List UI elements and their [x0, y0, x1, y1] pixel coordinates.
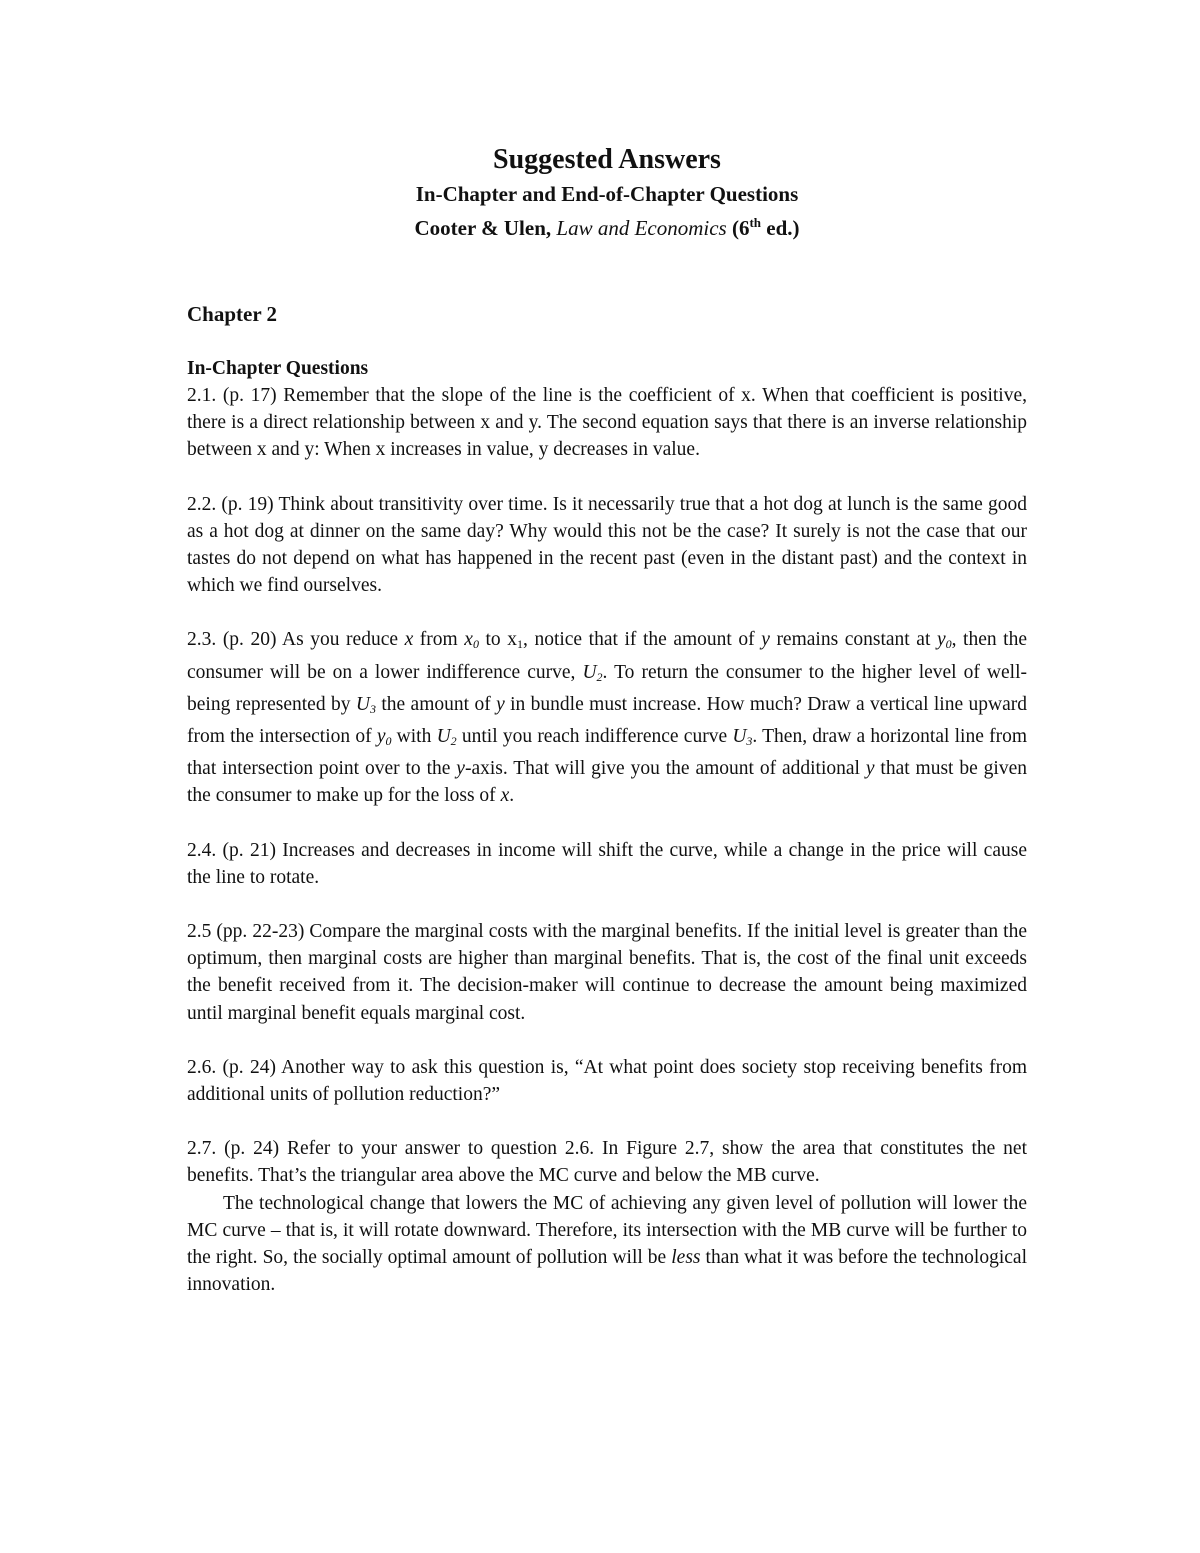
answer-2-7-continued-text: The technological change that lowers the MC of achieving any given level of pollution will lower the MC curve – that is, it will rotate downward. Therefore, its intersection with the MB curve will be further to the right. So, the socially optimal amount of pollution will be [187, 1192, 1027, 1269]
var-y: y [865, 758, 875, 780]
var-u2-sub: 2 [596, 669, 603, 684]
citation-edition-sup: th [749, 215, 762, 230]
answer-2-3-text: . Then, draw a horizontal line from that intersection point over to the [187, 726, 1027, 780]
answer-2-3-text: in bundle must increase. How much? Draw a vertical line upward from the intersection of [187, 693, 1027, 748]
var-u2-sub: 2 [450, 734, 457, 749]
citation-book-title: Law and Economics [556, 216, 727, 240]
citation-edition-close: ed.) [766, 216, 800, 240]
var-y: y [456, 758, 465, 780]
answer-2-5: 2.5 (pp. 22-23) Compare the marginal costs with the marginal benefits. If the initial level is greater than the optimum, then marginal costs are higher than marginal benefits. That is, the cost of the final unit exceeds the benefit received from it. The decision-maker will continue to decrease the amount being maximized until marginal benefit equals marginal cost. [187, 921, 1027, 1024]
answer-2-3-text: . [509, 785, 515, 807]
var-u2: U [582, 661, 597, 683]
answer-2-3-text: remains constant at [769, 629, 937, 651]
emphasis-less: less [671, 1247, 701, 1269]
answer-2-3-text: the amount of [375, 693, 497, 715]
var-y0: y [936, 629, 946, 651]
answer-2-7-continued-text: than what it was before the technological innovation. [187, 1247, 1027, 1296]
var-x: x [404, 629, 414, 651]
citation-authors: Cooter & Ulen, [414, 216, 552, 240]
var-u3: U [732, 726, 747, 748]
page-subtitle: In-Chapter and End-of-Chapter Questions [415, 182, 799, 206]
answer-2-3-text: . To return the consumer to the higher level of well-being represented by [187, 661, 1027, 715]
answer-2-3-text: to x [478, 629, 517, 651]
answer-2-2: 2.2. (p. 19) Think about transitivity over time. Is it necessarily true that a hot dog at lunch is the same good as a hot dog at dinner on the same day? Why would this not be the case? It surely is not the case that our tastes do not depend on what has happened in the recent past (even in the distant past) and the context in which we find ourselves. [187, 493, 1027, 597]
var-u3: U [355, 693, 370, 715]
var-u3-sub: 3 [369, 701, 376, 716]
answer-2-3-text: that must be given the consumer to make up for the loss of [187, 758, 1027, 807]
var-y0-sub: 0 [945, 637, 952, 652]
title-block [187, 140, 1027, 243]
section-heading: In-Chapter Questions [187, 358, 369, 379]
book-citation [187, 208, 1027, 243]
var-y: y [761, 629, 770, 651]
var-y0-sub: 0 [385, 734, 392, 749]
var-x1-sub: 1 [517, 637, 523, 652]
var-y0: y [376, 726, 386, 748]
answer-2-3-text: , notice that if the amount of [523, 629, 762, 651]
answer-2-3-text: with [391, 726, 437, 748]
answer-2-3-text: until you reach indifference curve [456, 726, 733, 748]
var-u3-sub: 3 [746, 734, 753, 749]
chapter-heading: Chapter 2 [187, 302, 278, 326]
answer-2-4: 2.4. (p. 21) Increases and decreases in income will shift the curve, while a change in the price will cause the line to rotate. [187, 839, 1027, 888]
answer-2-7-continued [187, 1190, 1027, 1299]
answer-2-3-text: from [413, 629, 465, 651]
answer-2-3-text: , then the consumer will be on a lower indifference curve, [187, 629, 1028, 683]
var-x: x [500, 785, 510, 807]
document-page [187, 140, 1027, 1325]
var-u2: U [436, 726, 451, 748]
answer-2-3-text: 2.3. (p. 20) As you reduce [187, 629, 405, 651]
answer-2-1: 2.1. (p. 17) Remember that the slope of the line is the coefficient of x. When that coefficient is positive, there is a direct relationship between x and y. The second equation says that there is an inverse relationship between x and y: When x increases in value, y decreases in value. [187, 385, 1027, 461]
page-title: Suggested Answers [493, 144, 721, 175]
answer-2-3 [187, 626, 1027, 809]
answer-2-6: 2.6. (p. 24) Another way to ask this question is, “At what point does society stop receiving benefits from additional units of pollution reduction?” [187, 1056, 1027, 1106]
var-x0-sub: 0 [472, 637, 479, 652]
answer-2-3-text: -axis. That will give you the amount of additional [464, 758, 866, 780]
var-y: y [496, 693, 505, 715]
var-x0: x [464, 629, 473, 651]
citation-edition-open: (6 [731, 216, 750, 240]
answer-2-7: 2.7. (p. 24) Refer to your answer to question 2.6. In Figure 2.7, show the area that constitutes the net benefits. That’s the triangular area above the MC curve and below the MB curve. [187, 1138, 1027, 1187]
